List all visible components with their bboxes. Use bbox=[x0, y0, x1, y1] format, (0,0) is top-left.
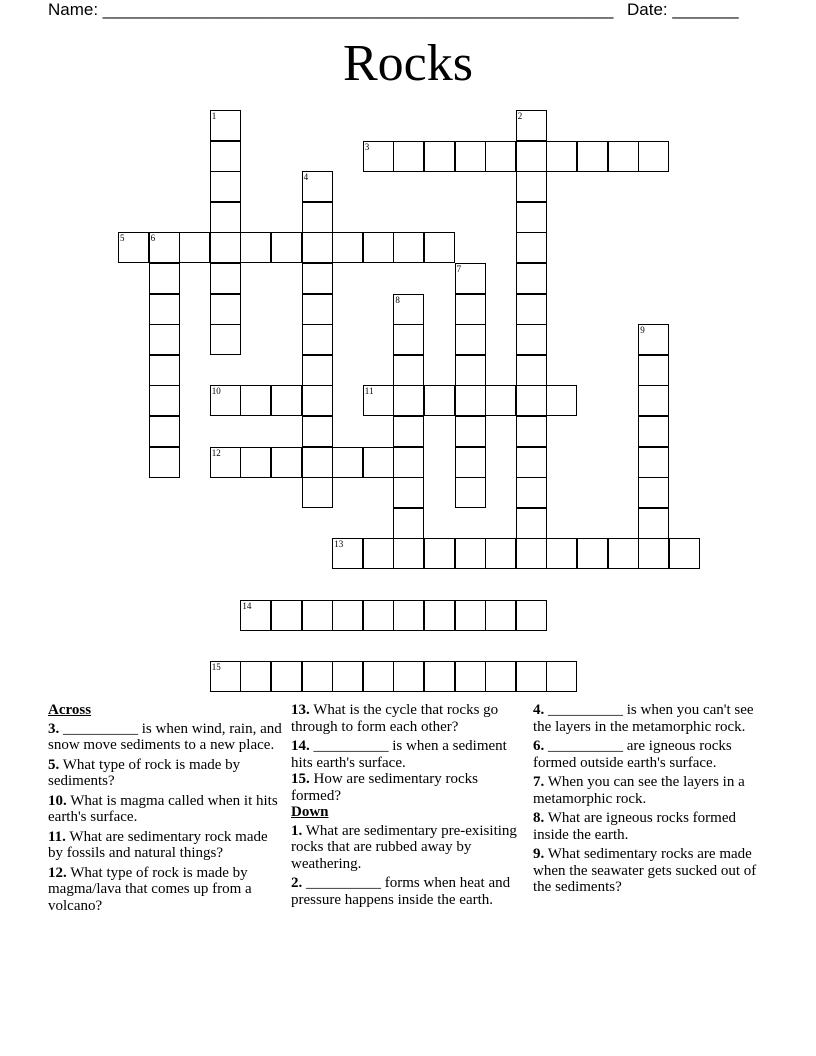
clue-text: What are igneous rocks formed inside the earth. bbox=[533, 810, 736, 843]
clue-text: __________ are igneous rocks formed outside earth's surface. bbox=[533, 738, 732, 771]
crossword-cell[interactable] bbox=[455, 477, 486, 508]
crossword-cell[interactable] bbox=[485, 538, 516, 569]
crossword-cell[interactable] bbox=[332, 600, 363, 631]
clue-number: 3. bbox=[48, 720, 60, 737]
clue-number: 9. bbox=[533, 846, 545, 862]
cell-number: 5 bbox=[120, 233, 125, 244]
clues-column-2 bbox=[291, 702, 526, 911]
clue-text: What are sedimentary pre-exisiting rocks that are rubbed away by weathering. bbox=[291, 822, 517, 872]
clue-text: What is the cycle that rocks go through to form each other? bbox=[291, 702, 499, 735]
crossword-cell[interactable] bbox=[363, 447, 394, 478]
clue-down-4 bbox=[533, 702, 768, 735]
crossword-cell[interactable] bbox=[393, 508, 424, 539]
crossword-cell[interactable] bbox=[363, 232, 394, 263]
clue-number: 2. bbox=[291, 875, 303, 891]
clue-number: 7. bbox=[533, 774, 545, 790]
crossword-cell[interactable] bbox=[149, 447, 180, 478]
clue-across-11 bbox=[48, 829, 283, 862]
clue-number: 5. bbox=[48, 756, 60, 773]
crossword-cell[interactable] bbox=[210, 385, 241, 416]
crossword-cell[interactable] bbox=[210, 171, 241, 202]
crossword-cell[interactable] bbox=[302, 416, 333, 447]
crossword-cell[interactable] bbox=[546, 538, 577, 569]
cell-number: 15 bbox=[211, 661, 221, 672]
clue-number: 15. bbox=[291, 771, 310, 787]
crossword-cell[interactable] bbox=[455, 294, 486, 325]
clue-across-13 bbox=[291, 702, 526, 735]
crossword-cell[interactable] bbox=[516, 447, 547, 478]
cell-number: 4 bbox=[303, 172, 309, 183]
crossword-cell[interactable] bbox=[516, 355, 547, 386]
crossword-cell[interactable] bbox=[271, 661, 302, 692]
crossword-cell[interactable] bbox=[210, 661, 241, 692]
crossword-cell[interactable] bbox=[516, 294, 547, 325]
clue-number: 6. bbox=[533, 738, 545, 754]
crossword-cell[interactable] bbox=[638, 416, 669, 447]
crossword-cell[interactable] bbox=[210, 294, 241, 325]
crossword-cell[interactable] bbox=[546, 385, 577, 416]
crossword-cell[interactable] bbox=[302, 232, 333, 263]
crossword-cell[interactable] bbox=[485, 141, 516, 172]
crossword-cell[interactable] bbox=[455, 661, 486, 692]
crossword-cell[interactable] bbox=[516, 661, 547, 692]
crossword-cell[interactable] bbox=[240, 385, 271, 416]
clue-across-10 bbox=[48, 793, 283, 826]
date-field[interactable]: Date: _______ bbox=[627, 0, 739, 19]
clue-down-1 bbox=[291, 823, 526, 873]
crossword-cell[interactable] bbox=[638, 324, 669, 355]
across-heading: Across bbox=[48, 702, 92, 718]
crossword-cell[interactable] bbox=[149, 416, 180, 447]
cell-number: 1 bbox=[211, 111, 217, 121]
crossword-cell[interactable] bbox=[424, 600, 455, 631]
crossword-cell[interactable] bbox=[455, 355, 486, 386]
crossword-cell[interactable] bbox=[271, 600, 302, 631]
crossword-cell[interactable] bbox=[393, 447, 424, 478]
down-heading: Down bbox=[291, 804, 329, 820]
cell-number: 7 bbox=[456, 264, 462, 274]
clue-down-7 bbox=[533, 774, 768, 807]
crossword-cell[interactable] bbox=[455, 600, 486, 631]
clue-down-6 bbox=[533, 738, 768, 771]
crossword-cell[interactable] bbox=[455, 416, 486, 447]
crossword-cell[interactable] bbox=[546, 141, 577, 172]
clue-number: 13. bbox=[291, 702, 310, 718]
crossword-cell[interactable] bbox=[516, 232, 547, 263]
clue-across-15 bbox=[291, 771, 526, 804]
crossword-cell[interactable] bbox=[485, 600, 516, 631]
clue-text: __________ forms when heat and pressure happens inside the earth. bbox=[291, 875, 511, 908]
crossword-cell[interactable] bbox=[455, 538, 486, 569]
crossword-cell[interactable] bbox=[669, 538, 700, 569]
crossword-cell[interactable] bbox=[393, 538, 424, 569]
clue-number: 12. bbox=[48, 864, 67, 881]
clue-across-14 bbox=[291, 738, 526, 771]
crossword-cell[interactable] bbox=[608, 538, 639, 569]
clue-text: __________ is when a sediment hits earth's surface. bbox=[291, 738, 507, 771]
crossword-cell[interactable] bbox=[363, 538, 394, 569]
crossword-cell[interactable] bbox=[516, 600, 547, 631]
crossword-cell[interactable] bbox=[210, 324, 241, 355]
crossword-cell[interactable] bbox=[516, 324, 547, 355]
crossword-cell[interactable] bbox=[149, 324, 180, 355]
crossword-cell[interactable] bbox=[424, 661, 455, 692]
crossword-cell[interactable] bbox=[302, 600, 333, 631]
crossword-cell[interactable] bbox=[424, 538, 455, 569]
crossword-cell[interactable] bbox=[149, 263, 180, 294]
crossword-cell[interactable] bbox=[393, 294, 424, 325]
crossword-cell[interactable] bbox=[393, 661, 424, 692]
crossword-cell[interactable] bbox=[638, 447, 669, 478]
clue-number: 1. bbox=[291, 822, 303, 839]
clue-number: 4. bbox=[533, 702, 545, 718]
crossword-cell[interactable] bbox=[516, 385, 547, 416]
crossword-cell[interactable] bbox=[393, 355, 424, 386]
crossword-cell[interactable] bbox=[332, 538, 363, 569]
crossword-cell[interactable] bbox=[608, 141, 639, 172]
crossword-cell[interactable] bbox=[516, 508, 547, 539]
crossword-cell[interactable] bbox=[546, 661, 577, 692]
page-title: Rocks bbox=[343, 35, 473, 92]
crossword-cell[interactable] bbox=[179, 232, 210, 263]
crossword-cell[interactable] bbox=[638, 355, 669, 386]
crossword-cell[interactable] bbox=[332, 661, 363, 692]
crossword-cell[interactable] bbox=[149, 294, 180, 325]
crossword-cell[interactable] bbox=[393, 416, 424, 447]
crossword-cell[interactable] bbox=[332, 447, 363, 478]
crossword-cell[interactable] bbox=[638, 477, 669, 508]
crossword-cell[interactable] bbox=[210, 141, 241, 172]
clue-down-9 bbox=[533, 846, 768, 896]
crossword-cell[interactable] bbox=[302, 294, 333, 325]
clue-text: What type of rock is made by magma/lava that comes up from a volcano? bbox=[48, 864, 252, 914]
crossword-cell[interactable] bbox=[424, 385, 455, 416]
crossword-cell[interactable] bbox=[516, 263, 547, 294]
crossword-cell[interactable] bbox=[210, 110, 241, 141]
crossword-cell[interactable] bbox=[393, 385, 424, 416]
clue-text: What type of rock is made by sediments? bbox=[48, 756, 241, 789]
cell-number: 2 bbox=[517, 111, 523, 121]
cell-number: 8 bbox=[395, 294, 400, 305]
clue-text: __________ is when you can't see the layers in the metamorphic rock. bbox=[533, 702, 754, 735]
crossword-cell[interactable] bbox=[485, 385, 516, 416]
crossword-cell[interactable] bbox=[149, 385, 180, 416]
crossword-cell[interactable] bbox=[424, 141, 455, 172]
crossword-cell[interactable] bbox=[393, 600, 424, 631]
clue-number: 8. bbox=[533, 810, 545, 826]
crossword-cell[interactable] bbox=[271, 385, 302, 416]
crossword-cell[interactable] bbox=[240, 661, 271, 692]
clues-column-1 bbox=[48, 702, 283, 917]
crossword-cell[interactable] bbox=[424, 232, 455, 263]
clue-number: 11. bbox=[48, 828, 66, 845]
crossword-cell[interactable] bbox=[638, 385, 669, 416]
cell-number: 12 bbox=[211, 447, 221, 458]
crossword-cell[interactable] bbox=[516, 477, 547, 508]
crossword-cell[interactable] bbox=[638, 538, 669, 569]
clue-number: 10. bbox=[48, 792, 67, 809]
crossword-cell[interactable] bbox=[210, 447, 241, 478]
cell-number: 14 bbox=[242, 600, 252, 611]
crossword-cell[interactable] bbox=[393, 232, 424, 263]
crossword-cell[interactable] bbox=[302, 355, 333, 386]
clue-text: __________ is when wind, rain, and snow move sediments to a new place. bbox=[48, 720, 282, 753]
crossword-cell[interactable] bbox=[363, 661, 394, 692]
crossword-cell[interactable] bbox=[240, 232, 271, 263]
crossword-cell[interactable] bbox=[363, 385, 394, 416]
crossword-cell[interactable] bbox=[393, 477, 424, 508]
crossword-cell[interactable] bbox=[516, 110, 547, 141]
crossword-cell[interactable] bbox=[271, 232, 302, 263]
clue-text: What are sedimentary rock made by fossils and natural things? bbox=[48, 828, 268, 861]
crossword-cell[interactable] bbox=[577, 538, 608, 569]
crossword-cell[interactable] bbox=[240, 600, 271, 631]
crossword-cell[interactable] bbox=[516, 171, 547, 202]
crossword-cell[interactable] bbox=[455, 324, 486, 355]
crossword-cell[interactable] bbox=[302, 171, 333, 202]
crossword-cell[interactable] bbox=[516, 141, 547, 172]
crossword-cell[interactable] bbox=[210, 232, 241, 263]
clue-text: How are sedimentary rocks formed? bbox=[291, 771, 479, 804]
crossword-cell[interactable] bbox=[638, 141, 669, 172]
crossword-cell[interactable] bbox=[210, 263, 241, 294]
crossword-cell[interactable] bbox=[302, 661, 333, 692]
clue-down-8 bbox=[533, 810, 768, 843]
crossword-cell[interactable] bbox=[302, 447, 333, 478]
cell-number: 13 bbox=[334, 539, 344, 550]
clue-across-5 bbox=[48, 757, 283, 790]
crossword-cell[interactable] bbox=[455, 141, 486, 172]
cell-number: 9 bbox=[640, 325, 645, 336]
clue-number: 14. bbox=[291, 738, 310, 754]
crossword-cell[interactable] bbox=[240, 447, 271, 478]
crossword-cell[interactable] bbox=[149, 232, 180, 263]
crossword-cell[interactable] bbox=[363, 600, 394, 631]
clues-column-3 bbox=[533, 702, 768, 899]
crossword-cell[interactable] bbox=[485, 661, 516, 692]
clue-across-3 bbox=[48, 721, 283, 754]
crossword-cell[interactable] bbox=[516, 202, 547, 233]
crossword-cell[interactable] bbox=[332, 232, 363, 263]
cell-number: 3 bbox=[364, 141, 370, 152]
crossword-cell[interactable] bbox=[149, 355, 180, 386]
crossword-cell[interactable] bbox=[302, 385, 333, 416]
crossword-cell[interactable] bbox=[455, 263, 486, 294]
crossword-cell[interactable] bbox=[577, 141, 608, 172]
clue-text: What sedimentary rocks are made when the seawater gets sucked out of the sediments? bbox=[533, 846, 757, 895]
crossword-cell[interactable] bbox=[302, 202, 333, 233]
cell-number: 10 bbox=[211, 386, 221, 397]
crossword-cell[interactable] bbox=[393, 141, 424, 172]
clue-down-2 bbox=[291, 875, 526, 908]
name-field[interactable]: Name: ______________________________________________________ bbox=[48, 0, 614, 19]
clue-text: When you can see the layers in a metamorphic rock. bbox=[533, 774, 745, 807]
crossword-cell[interactable] bbox=[302, 263, 333, 294]
crossword-cell[interactable] bbox=[271, 447, 302, 478]
clue-text: What is magma called when it hits earth's surface. bbox=[48, 792, 278, 825]
crossword-cell[interactable] bbox=[455, 447, 486, 478]
crossword-cell[interactable] bbox=[393, 324, 424, 355]
crossword-cell[interactable] bbox=[516, 538, 547, 569]
cell-number: 11 bbox=[364, 386, 374, 397]
crossword-cell[interactable] bbox=[210, 202, 241, 233]
clue-across-12 bbox=[48, 865, 283, 915]
crossword-cell[interactable] bbox=[516, 416, 547, 447]
crossword-cell[interactable] bbox=[638, 508, 669, 539]
cell-number: 6 bbox=[150, 233, 156, 244]
crossword-cell[interactable] bbox=[363, 141, 394, 172]
crossword-cell[interactable] bbox=[302, 477, 333, 508]
crossword-cell[interactable] bbox=[302, 324, 333, 355]
crossword-cell[interactable] bbox=[118, 232, 149, 263]
crossword-cell[interactable] bbox=[455, 385, 486, 416]
